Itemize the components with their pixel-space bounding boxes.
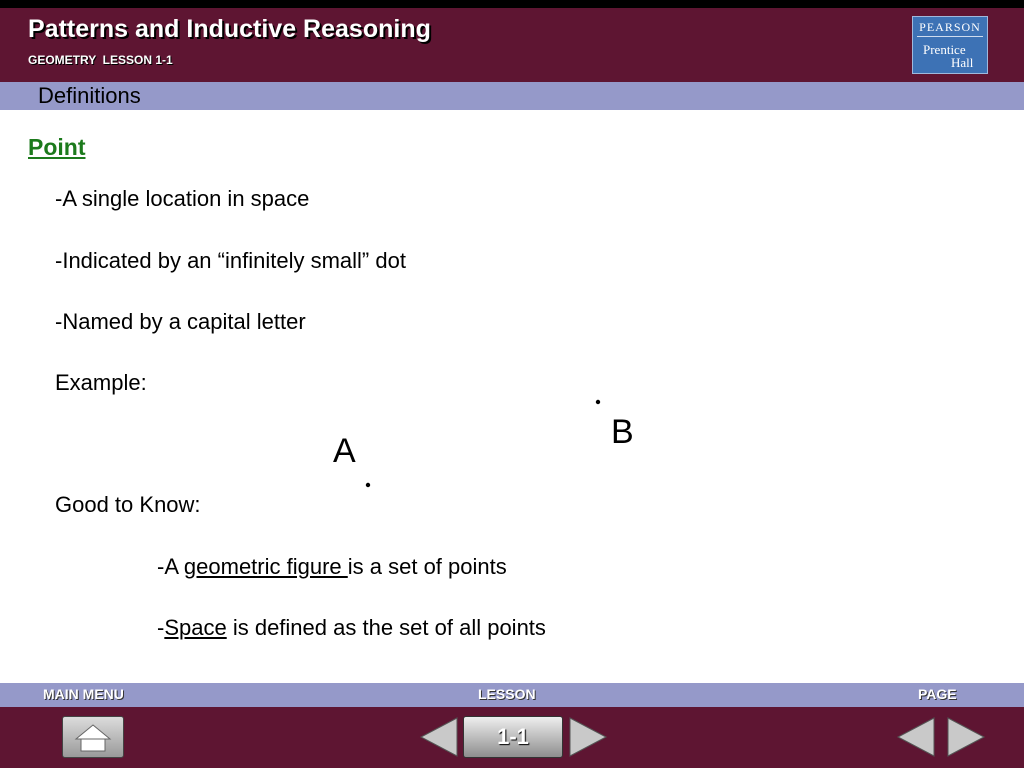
lesson-subtitle: GEOMETRY LESSON 1-1 [28, 53, 173, 67]
logo-line2: Hall [951, 55, 974, 70]
definition-line: -Indicated by an “infinitely small” dot [55, 248, 406, 273]
point-a-dot [366, 483, 370, 487]
definition-line: -Named by a capital letter [55, 309, 306, 334]
lesson-number: 1-1 [497, 724, 529, 749]
good-to-know-item [157, 554, 507, 580]
page-title: Patterns and Inductive Reasoning [28, 15, 431, 43]
good-to-know-label: Good to Know: [55, 492, 201, 517]
home-icon [63, 717, 123, 757]
point-b-label: B [611, 413, 634, 451]
lesson-number-display [463, 716, 563, 758]
section-bar [0, 82, 1024, 110]
right-arrow-icon [948, 718, 984, 756]
item-term: Space [164, 615, 227, 640]
good-to-know-item [157, 615, 546, 641]
logo-brand: PEARSON [919, 20, 981, 34]
main-menu-label: MAIN MENU [43, 686, 124, 702]
page-label: PAGE [918, 686, 957, 702]
point-a-label: A [333, 432, 356, 470]
main-menu-button[interactable] [62, 716, 124, 758]
left-arrow-icon [421, 718, 457, 756]
term-heading: Point [28, 134, 86, 160]
left-arrow-icon [898, 718, 934, 756]
page-next-button[interactable] [946, 716, 986, 758]
pearson-prentice-hall-logo [912, 16, 988, 74]
logo-divider [917, 36, 983, 37]
item-term: geometric figure [183, 554, 348, 579]
item-prefix: - [157, 615, 165, 640]
top-border [0, 0, 1024, 8]
lesson-next-button[interactable] [568, 716, 608, 758]
right-arrow-icon [570, 718, 606, 756]
item-text: is defined as the set of all points [226, 615, 546, 640]
section-title: Definitions [38, 83, 141, 108]
definition-line: -A single location in space [55, 186, 310, 211]
lesson-label: LESSON [478, 686, 536, 702]
logo-line1: Prentice [923, 42, 966, 57]
point-b-dot [596, 400, 600, 404]
item-prefix: -A [157, 554, 184, 579]
point-example-diagram [300, 380, 700, 500]
lesson-prev-button[interactable] [419, 716, 459, 758]
page-prev-button[interactable] [896, 716, 936, 758]
example-label: Example: [55, 370, 147, 395]
item-text: is a set of points [347, 554, 507, 579]
